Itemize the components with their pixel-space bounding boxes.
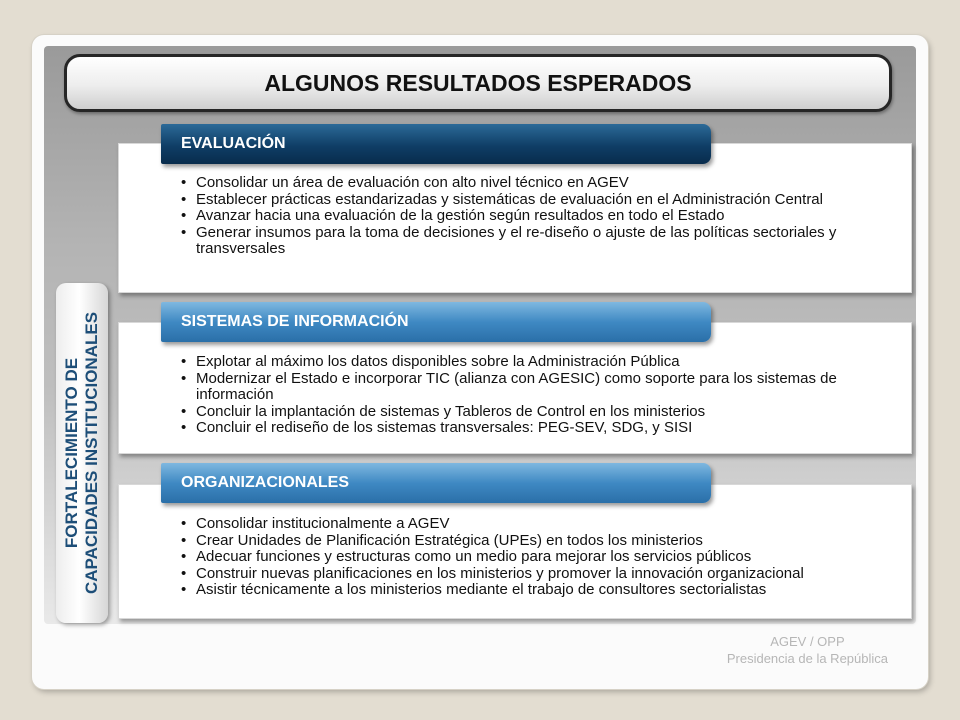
title-banner [64,54,892,112]
section-header-organizacionales [161,463,711,503]
section-header-label: SISTEMAS DE INFORMACIÓN [181,313,409,330]
section-header-evaluacion [161,124,711,164]
section-header-label: ORGANIZACIONALES [181,474,349,491]
section-header-label: EVALUACIÓN [181,135,286,152]
list-item: • Concluir el rediseño de los sistemas transversales: PEG-SEV, SDG, y SISI [181,420,891,437]
list-item: • Consolidar institucionalmente a AGEV [181,516,891,533]
page-title: ALGUNOS RESULTADOS ESPERADOS [264,69,692,96]
list-item: • Consolidar un área de evaluación con alto nivel técnico en AGEV [181,175,891,192]
section-list [181,516,891,599]
section-list [181,175,891,258]
list-item: • Avanzar hacia una evaluación de la gestión según resultados en todo el Estado [181,208,891,225]
side-label-line-1: FORTALECIMIENTO DE [62,357,81,549]
list-item: • Construir nuevas planificaciones en los ministerios y promover la innovación organizacional [181,566,891,583]
footer-line-1: AGEV / OPP [770,634,845,649]
list-item: • Generar insumos para la toma de decisiones y el re-diseño o ajuste de las políticas sectoriales y transversales [181,225,891,258]
list-item: • Establecer prácticas estandarizadas y sistemáticas de evaluación en el Administración Central [181,192,891,209]
list-item: • Asistir técnicamente a los ministerios mediante el trabajo de consultores sectorialistas [181,582,891,599]
side-label-line-2: CAPACIDADES INSTITUCIONALES [82,311,101,595]
section-card-evaluacion [118,143,912,293]
section-list [181,354,891,437]
list-item: • Explotar al máximo los datos disponibles sobre la Administración Pública [181,354,891,371]
section-card-organizacionales [118,484,912,619]
side-category-label [62,283,102,623]
list-item: • Crear Unidades de Planificación Estratégica (UPEs) en todos los ministerios [181,533,891,550]
side-category-tab [56,283,108,623]
list-item: • Concluir la implantación de sistemas y Tableros de Control en los ministerios [181,404,891,421]
footer-line-2: Presidencia de la República [726,651,888,666]
section-header-sistemas [161,302,711,342]
footer-credit [727,633,888,667]
list-item: • Adecuar funciones y estructuras como un medio para mejorar los servicios públicos [181,549,891,566]
list-item: • Modernizar el Estado e incorporar TIC (alianza con AGESIC) como soporte para los sistemas de información [181,371,891,404]
